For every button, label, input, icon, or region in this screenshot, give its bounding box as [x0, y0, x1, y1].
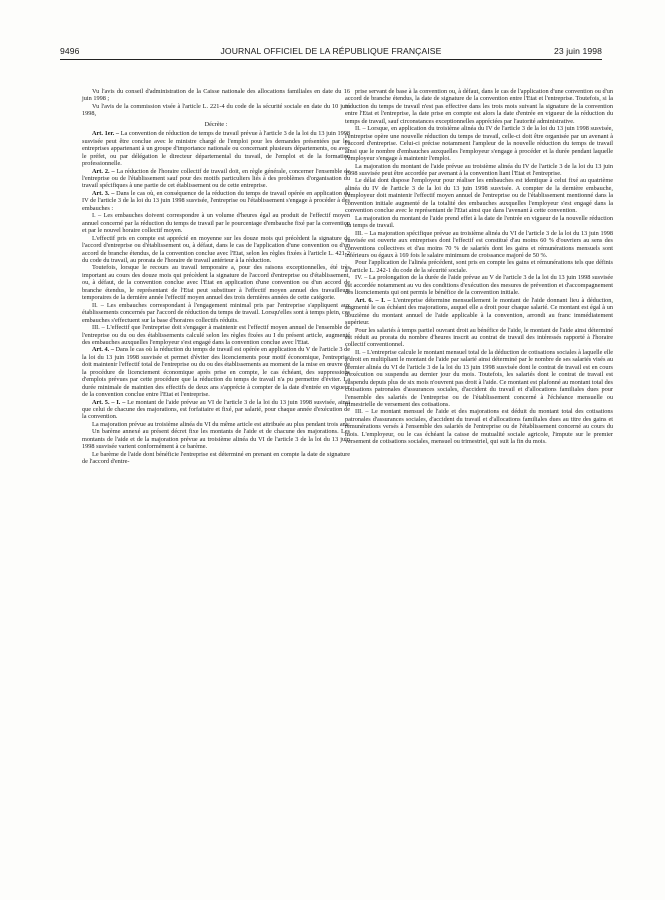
paragraph-text: Décrète :: [204, 120, 228, 128]
paragraph-text: La majoration prévue au troisième alinéa du VI du même article est attribuée au plus pendant trois ans.: [92, 420, 350, 428]
paragraph-text: La réduction de l'horaire collectif de travail doit, en règle générale, concerner l'ensemble de l'entreprise ou de l'établissement sauf pour des motifs particuliers liés à des problèmes d'organisation du travail spécifiques à une partie de cet établissement ou de cette entreprise.: [82, 167, 350, 190]
paragraph: [345, 349, 613, 409]
paragraph: [82, 428, 350, 450]
article-heading: Art. 3. –: [92, 189, 115, 197]
paragraph: [82, 88, 350, 103]
paragraph-text: prise servant de base à la convention ou, à défaut, dans le cas de l'application d'une convention ou d'un accord de branche étendus, la date de signature de la convention entre l'Etat et l'entreprise. Toutefois, si la réduction du temps de travail n'est pas effective dans les trois mois suivant la signature de la convention entre l'Etat et l'entreprise, la date prise en compte est alors la date d'entrée en vigueur de la réduction du temps de travail, sauf circonstances exceptionnelles appréciées par l'autorité administrative.: [345, 88, 613, 125]
paragraph: [345, 327, 613, 349]
paragraph: [345, 408, 613, 445]
right-column: [345, 88, 613, 446]
paragraph: [82, 235, 350, 265]
paragraph: [345, 88, 613, 125]
left-column: [82, 88, 350, 466]
paragraph: [82, 121, 350, 128]
paragraph: [345, 215, 613, 230]
paragraph-text: Pour les salariés à temps partiel ouvrant droit au bénéfice de l'aide, le montant de l'aide ainsi déterminé est réduit au prorata du nombre d'heures inscrit au contrat de travail des intéressés rapporté à l'horaire collectif conventionnel.: [345, 326, 614, 349]
paragraph-text: IV. – La prolongation de la durée de l'aide prévue au V de l'article 3 de la loi du 13 juin 1998 susvisée est accordée notamment au vu des conditions d'exécution des mesures de prévention et d'accompagnement des licenciements qui ont permis le bénéfice de la convention initiale.: [345, 274, 613, 297]
article-heading: Art. 2. –: [92, 167, 115, 175]
paragraph-text: III. – L'effectif que l'entreprise doit s'engager à maintenir est l'effectif moyen annuel de l'ensemble de l'entreprise ou du ou des établissements calculé selon les règles fixées au I du présent article, augmenté des embauches auxquelles l'employeur s'est engagé dans la convention conclue avec l'Etat.: [82, 324, 350, 346]
paragraph-text: Pour l'application de l'alinéa précédent, sont pris en compte les gains et rémunérations tels que définis à l'article L. 242-1 du code de la sécurité sociale.: [345, 259, 613, 274]
article-paragraph: [82, 130, 350, 167]
paragraph-text: II. – Lorsque, en application du troisième alinéa du IV de l'article 3 de la loi du 13 juin 1998 susvisée, l'entreprise opère une nouvelle réduction du temps de travail, celle-ci doit être organisée par un avenant à l'accord d'entreprise. Celui-ci précise notamment l'ampleur de la nouvelle réduction du temps de travail ainsi que le nombre d'embauches auxquelles l'employeur s'engage à procéder et la durée pendant laquelle l'employeur s'engage à maintenir l'emploi.: [345, 125, 613, 163]
paragraph-text: Dans le cas où, en conséquence de la réduction du temps de travail opérée en application du IV de l'article 3 de la loi du 13 juin 1998 susvisée, l'entreprise ou l'établissement s'engage à procéder à des embauches :: [82, 189, 350, 212]
paragraph: [345, 230, 613, 260]
paragraph: [82, 324, 350, 346]
paragraph: [345, 274, 613, 296]
paragraph: [82, 212, 350, 234]
header-rule: [60, 59, 602, 60]
paragraph-text: II. – Les embauches correspondant à l'engagement minimal pris par l'entreprise s'appliquent aux établissements concernés par l'accord de réduction du temps de travail. Lorsqu'elles sont à temps plein, ces embauches s'effectuent sur la base d'horaires collectifs réduits.: [82, 301, 350, 324]
paragraph-text: La majoration du montant de l'aide prévue au troisième alinéa du IV de l'article 3 de la loi du 13 juin 1998 susvisée peut être accordée par avenant à la convention liant l'Etat et l'entreprise.: [345, 162, 613, 177]
paragraph-text: L'entreprise détermine mensuellement le montant de l'aide donnant lieu à déduction, augmenté le cas échéant des majorations, auquel elle a droit pour chaque salarié. Ce montant est égal à un douzième du montant annuel de l'aide applicable à la convention, arrondi au franc immédiatement supérieur.: [345, 296, 613, 327]
paragraph-text: III. – La majoration spécifique prévue au troisième alinéa du VI de l'article 3 de la loi du 13 juin 1998 susvisée est ouverte aux entreprises dont l'effectif est constitué d'au moins 60 % d'ouvriers au sens des conventions collectives et d'au moins 70 % de salariés dont les gains et rémunérations mensuels sont inférieurs ou égaux à 169 fois le salaire minimum de croissance majoré de 50 %.: [345, 229, 613, 259]
paragraph-text: Le montant de l'aide prévue au VI de l'article 3 de la loi du 13 juin 1998 susvisée, ainsi que celui de chacune des majorations, est forfaitaire et fixé, par salarié, pour chaque année d'exécution de la convention.: [82, 398, 350, 421]
paragraph-text: Le délai dont dispose l'employeur pour réaliser les embauches est identique à celui fixé au quatrième alinéa du IV de l'article 3 de la loi du 13 juin 1998 susvisée. A compter de la dernière embauche, l'employeur doit maintenir l'effectif moyen annuel de l'entreprise ou de l'établissement mentionné dans la convention initiale augmenté de la totalité des embauches auxquelles l'employeur s'est engagé dans la convention conclue avec le représentant de l'Etat ainsi que dans l'avenant à cette convention.: [345, 177, 613, 215]
paragraph: [345, 125, 613, 162]
article-paragraph: [82, 399, 350, 421]
paragraph-text: L'effectif pris en compte est apprécié en moyenne sur les douze mois qui précèdent la signature de l'accord d'entreprise ou d'établissement ou, à défaut, dans le cas de l'application d'une convention ou d'un accord de branche étendus, de la convention conclue avec l'Etat, selon les règles fixées à l'article L. 421-2 du code du travail, au prorata de l'horaire de travail antérieur à la réduction.: [82, 234, 350, 264]
paragraph: [82, 103, 350, 118]
article-heading: Art. 6. – I. –: [355, 296, 391, 304]
paragraph-text: La majoration du montant de l'aide prend effet à la date de l'entrée en vigueur de la nouvelle réduction du temps de travail.: [345, 214, 613, 230]
page-number: 9496: [60, 46, 80, 56]
article-paragraph: [82, 346, 350, 398]
article-heading: Art. 5. – I. –: [92, 398, 126, 406]
paragraph-text: III. – Le montant mensuel de l'aide et des majorations est déduit du montant total des cotisations patronales d'assurances sociales, d'accident du travail et d'allocations familiales dues au titre des gains et rémunérations versés à l'ensemble des salariés de l'entreprise ou de l'établissement concerné au cours du mois. L'employeur, ou le cas échéant la caisse de mutualité sociale agricole, l'impute sur le premier versement de cotisations sociales, mensuel ou trimestriel, qui suit la fin du mois.: [345, 408, 613, 446]
paragraph: [82, 302, 350, 324]
paragraph-text: Le barème de l'aide dont bénéficie l'entreprise est déterminé en prenant en compte la date de signature de l'accord d'entre-: [82, 450, 350, 466]
article-heading: Art. 4. –: [92, 346, 114, 354]
paragraph: [345, 163, 613, 178]
paragraph-text: I. – Les embauches doivent correspondre à un volume d'heures égal au produit de l'effectif moyen annuel concerné par la réduction du temps de travail par le pourcentage d'embauche fixé par la convention et par le nouvel horaire collectif moyen.: [82, 212, 350, 235]
article-paragraph: [82, 190, 350, 212]
paragraph: [82, 264, 350, 301]
paragraph: [345, 259, 613, 274]
paragraph: [82, 421, 350, 428]
page-header: [60, 46, 602, 60]
article-paragraph: [345, 297, 613, 327]
paragraph-text: Dans le cas où la réduction du temps de travail est opérée en application du V de l'article 3 de la loi du 13 juin 1998 susvisée et permet d'éviter des licenciements pour motif économique, l'entreprise doit maintenir l'effectif total de l'entreprise ou du ou des établissements au moment de la mise en œuvre de la procédure de licenciement économique après prise en compte, le cas échéant, des suppressions d'emplois prévues par cette procédure que la réduction du temps de travail n'a pu permettre d'éviter. La durée minimale de maintien des effectifs de deux ans s'apprécie à compter de la date d'entrée en vigueur de la convention conclue entre l'Etat et l'entreprise.: [82, 346, 350, 399]
paragraph-text: Toutefois, lorsque le recours au travail temporaire a, pour des raisons exceptionnelles, été très important au cours des douze mois qui précèdent la signature de l'accord d'entreprise ou d'établissement, ou, à défaut, de la convention conclue avec l'Etat en application d'une convention ou d'un accord de branche étendus, le représentant de l'Etat peut substituer à l'effectif moyen annuel des travailleurs temporaires de la dernière année l'effectif moyen annuel des trois dernières années de cette catégorie.: [82, 264, 350, 302]
paragraph-text: Vu l'avis du conseil d'administration de la Caisse nationale des allocations familiales en date du 16 juin 1998 ;: [82, 88, 350, 103]
paragraph-text: La convention de réduction de temps de travail prévue à l'article 3 de la loi du 13 juin 1998 susvisée peut être conclue avec le ministre chargé de l'emploi pour les demandes présentées par les entreprises appartenant à un groupe d'importance nationale ou concernant plusieurs départements, ou avec le préfet, ou par délégation le directeur départemental du travail, de l'emploi et de la formation professionnelle.: [82, 130, 350, 168]
paragraph-text: Un barème annexé au présent décret fixe les montants de l'aide et de chacune des majorations. Les montants de l'aide et de la majoration prévue au troisième alinéa du VI de l'article 3 de la loi du 13 juin 1998 susvisée varient conformément à ce barème.: [82, 428, 350, 451]
paragraph: [345, 177, 613, 214]
paragraph-text: II. – L'entreprise calcule le montant mensuel total de la déduction de cotisations sociales à laquelle elle a droit en multipliant le montant de l'aide par salarié ainsi déterminé par le nombre de ses salariés visés au premier alinéa du VI de l'article 3 de la loi du 13 juin 1998 susvisée dont le contrat de travail est en cours d'exécution ou suspendu au dernier jour du mois. Toutefois, les salariés dont le contrat de travail est suspendu depuis plus de six mois n'ouvrent pas droit à l'aide. Ce montant est plafonné au montant total des cotisations patronales d'assurances sociales, d'accident du travail et d'allocations familiales dues pour l'ensemble des salariés de l'entreprise ou de l'établissement concerné à l'échéance mensuelle ou trimestrielle de versement des cotisations.: [345, 348, 613, 409]
article-paragraph: [82, 168, 350, 190]
publication-date: 23 juin 1998: [553, 46, 602, 56]
article-heading: Art. 1er. –: [92, 130, 120, 138]
journal-title: JOURNAL OFFICIEL DE LA RÉPUBLIQUE FRANÇAISE: [220, 46, 442, 56]
paragraph-text: Vu l'avis de la commission visée à l'article L. 221-4 du code de la sécurité sociale en date du 10 juin 1998,: [82, 102, 350, 118]
paragraph: [82, 451, 350, 466]
